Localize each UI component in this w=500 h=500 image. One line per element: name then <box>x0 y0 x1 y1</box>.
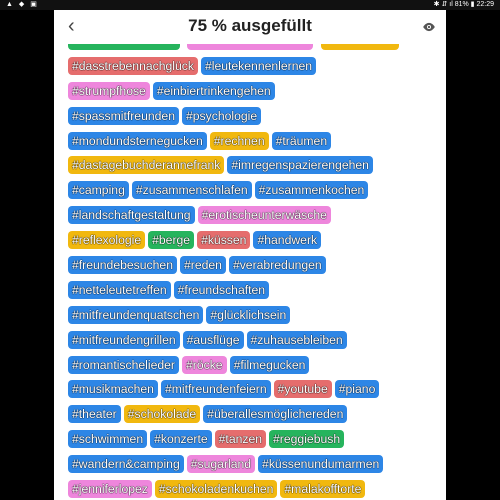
tag-chip[interactable]: #mondundsternegucken <box>68 132 207 150</box>
tag-chip[interactable]: #filmegucken <box>230 356 310 374</box>
tag-chip[interactable]: #theater <box>68 405 121 423</box>
page-title: 75 % ausgefüllt <box>188 16 312 35</box>
tag-chip[interactable]: #dastagebuchderannefrank <box>68 156 224 174</box>
tag-list <box>68 42 442 500</box>
tag-chip[interactable]: #zuhausebleiben <box>247 331 347 349</box>
tag-chip[interactable]: #camping <box>68 181 129 199</box>
tag-chip[interactable]: #spassmitfreunden <box>68 107 179 125</box>
tag-row <box>68 281 442 306</box>
status-right-info: ✱ ⇵ ıl 81% ▮ 22:29 <box>433 1 494 8</box>
tag-chip[interactable]: #strumpfhose <box>68 82 150 100</box>
tag-row <box>68 82 442 107</box>
tag-row <box>68 206 442 231</box>
tag-row <box>68 356 442 381</box>
tag-chip[interactable]: #überallesmöglichereden <box>203 405 347 423</box>
tag-row <box>68 231 442 256</box>
tag-chip[interactable]: #psychologie <box>182 107 261 125</box>
tag-chip[interactable]: #romantischelieder <box>68 356 179 374</box>
tag-chip[interactable]: #küssen <box>197 231 250 249</box>
tag-chip[interactable]: #piano <box>335 380 380 398</box>
tag-row <box>68 331 442 356</box>
tag-chip[interactable]: #freundebesuchen <box>68 256 177 274</box>
tag-chip[interactable]: #schwimmen <box>68 430 147 448</box>
tag-row <box>68 57 442 82</box>
tag-chip[interactable]: #konzerte <box>150 430 212 448</box>
tag-chip[interactable]: #schokoladenkuchen <box>155 480 278 498</box>
tag-chip[interactable]: #malakofftorte <box>280 480 365 498</box>
tag-chip[interactable]: #küssenundumarmen <box>258 455 383 473</box>
tag-chip[interactable]: #reden <box>180 256 226 274</box>
tag-chip[interactable]: #rechnen <box>210 132 269 150</box>
tag-chip[interactable]: #jenniferlopez <box>68 480 152 498</box>
tag-row <box>68 132 442 157</box>
tag-chip[interactable]: #handwerk <box>253 231 321 249</box>
tag-chip[interactable]: #musikmachen <box>68 380 158 398</box>
tag-row <box>68 455 442 480</box>
tag-chip[interactable]: #berge <box>148 231 194 249</box>
tag-chip[interactable]: #mitfreundenquatschen <box>68 306 203 324</box>
tag-chip[interactable]: #tanzen <box>215 430 266 448</box>
tag-row <box>68 430 442 455</box>
tag-row <box>68 405 442 430</box>
tag-row <box>68 156 442 181</box>
tag-chip[interactable]: #erotischeunterwäsche <box>198 206 331 224</box>
tag-chip[interactable]: #dasstrebennachglück <box>68 57 198 75</box>
tag-chip[interactable]: #zusammenschlafen <box>132 181 252 199</box>
app-screen <box>54 10 446 500</box>
tag-chip[interactable]: #röcke <box>182 356 227 374</box>
status-left-icons: ▲ ◆ ▣ <box>6 1 39 8</box>
status-bar <box>0 0 500 10</box>
tag-row <box>68 181 442 206</box>
tag-chip[interactable]: #zusammenkochen <box>255 181 369 199</box>
tag-chip[interactable]: #ausflüge <box>183 331 244 349</box>
tag-chip[interactable]: #imregenspazierengehen <box>227 156 373 174</box>
tag-chip[interactable]: #sugarland <box>187 455 255 473</box>
tag-row <box>68 480 442 500</box>
tag-chip[interactable]: #mitfreundenfeiern <box>161 380 271 398</box>
tag-chip[interactable]: #mitfreundengrillen <box>68 331 180 349</box>
tag-row <box>68 107 442 132</box>
tag-chip[interactable]: #träumen <box>272 132 332 150</box>
tag-chip[interactable]: #reflexologie <box>68 231 145 249</box>
tag-chip[interactable]: #verabredungen <box>229 256 326 274</box>
tag-chip[interactable]: #reggiebush <box>269 430 344 448</box>
tag-row <box>68 380 442 405</box>
tag-chip[interactable]: #schokolade <box>124 405 200 423</box>
header <box>54 10 446 44</box>
tag-chip[interactable]: #leutekennenlernen <box>201 57 316 75</box>
tag-chip[interactable]: #netteleutetreffen <box>68 281 171 299</box>
tag-chip[interactable]: #glücklichsein <box>206 306 290 324</box>
tag-chip[interactable]: #youtube <box>274 380 332 398</box>
eye-icon[interactable] <box>422 22 436 32</box>
tag-chip[interactable]: #einbiertrinkengehen <box>153 82 275 100</box>
tag-chip[interactable]: #freundschaften <box>174 281 269 299</box>
tag-chip[interactable]: #wandern&camping <box>68 455 184 473</box>
tag-chip[interactable]: #landschaftgestaltung <box>68 206 195 224</box>
tag-row <box>68 306 442 331</box>
back-arrow-icon[interactable]: ‹ <box>68 15 75 37</box>
tag-row <box>68 256 442 281</box>
